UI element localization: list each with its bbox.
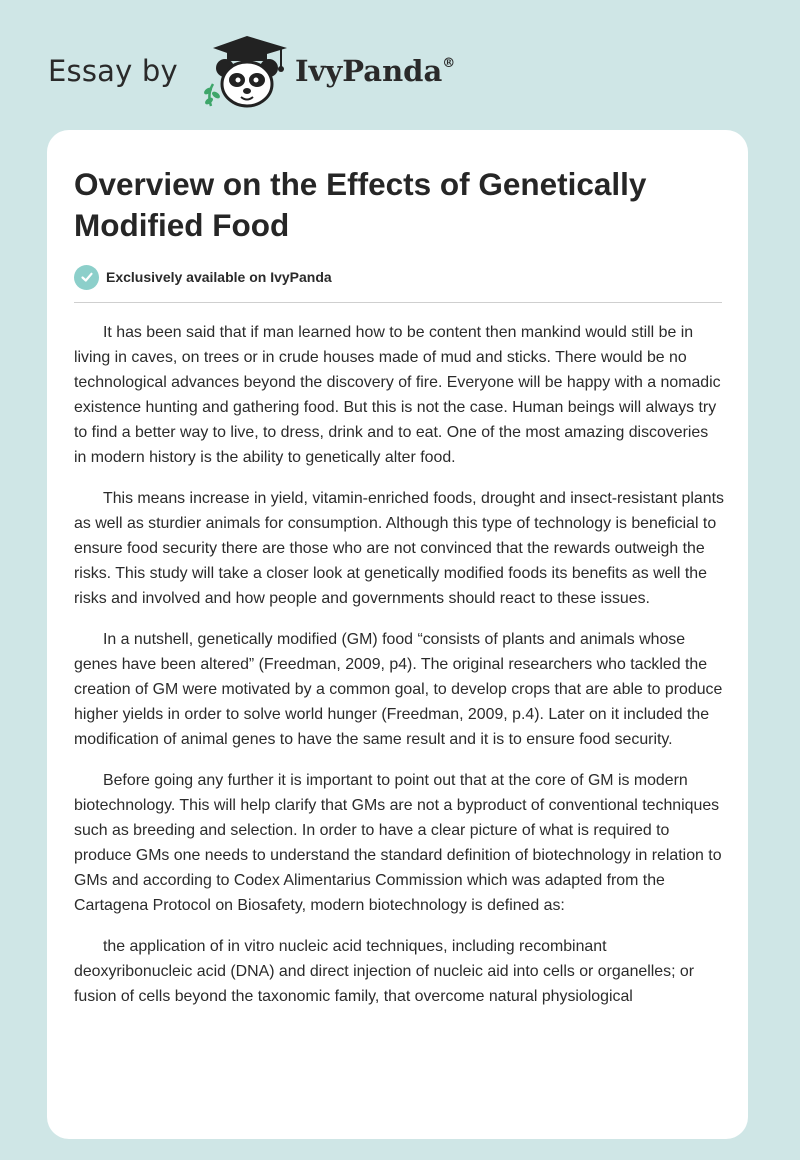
brand-text: IvyPanda <box>295 54 443 88</box>
essay-body <box>74 320 724 1025</box>
paragraph: Before going any further it is important to point out that at the core of GM is modern biotechnology. This will help clarify that GMs are not a byproduct of conventional techniques such as breeding and selection. In order to have a clear picture of what is required to produce GMs one needs to understand the standard definition of biotechnology in relation to GMs and according to Codex Alimentarius Commission which was adapted from the Cartagena Protocol on Biosafety, modern biotechnology is defined as: <box>74 772 722 914</box>
paragraph: It has been said that if man learned how to be content then mankind would still be in living in caves, on trees or in crude houses made of mud and sticks. There would be no technological advances beyond the discovery of fire. Everyone will be happy with a nomadic existence hunting and gathering food. But this is not the case. Human beings will always try to find a better way to live, to dress, drink and to eat. One of the most amazing discoveries in modern history is the ability to genetically alter food. <box>74 324 721 466</box>
paragraph: In a nutshell, genetically modified (GM) food “consists of plants and animals whose genes have been altered” (Freedman, 2009, p4). The original researchers who tackled the creation of GM were motivated by a common goal, to develop crops that are able to produce higher yields in order to solve world hunger (Freedman, 2009, p.4). Later on it included the modification of animal genes to have the same result and it is to ensure food security. <box>74 631 723 748</box>
paragraph: the application of in vitro nucleic acid techniques, including recombinant deoxyribonucleic acid (DNA) and direct injection of nucleic aid into cells or organelles; or fusion of cells beyond the taxonomic family, that overcome natural physiological <box>74 938 695 1005</box>
paragraph: This means increase in yield, vitamin-enriched foods, drought and insect-resistant plants as well as sturdier animals for consumption. Although this type of technology is beneficial to ensure food security there are those who are not convinced that the rewards outweigh the risks. This study will take a closer look at genetically modified foods its benefits as well the risks and involved and how people and governments should react to these issues. <box>74 490 724 607</box>
badge-label: Exclusively available on IvyPanda <box>106 269 332 285</box>
divider <box>74 302 722 303</box>
brand-name[interactable] <box>295 54 455 88</box>
essay-title: Overview on the Effects of Genetically Modified Food <box>74 166 647 243</box>
site-header <box>48 34 508 114</box>
essay-card <box>47 130 748 1139</box>
registered-mark: ® <box>442 56 456 71</box>
exclusive-badge <box>74 264 332 290</box>
panda-graduate-icon[interactable] <box>201 34 293 110</box>
essay-by-label: Essay by <box>48 54 178 88</box>
check-circle-icon <box>74 265 99 290</box>
